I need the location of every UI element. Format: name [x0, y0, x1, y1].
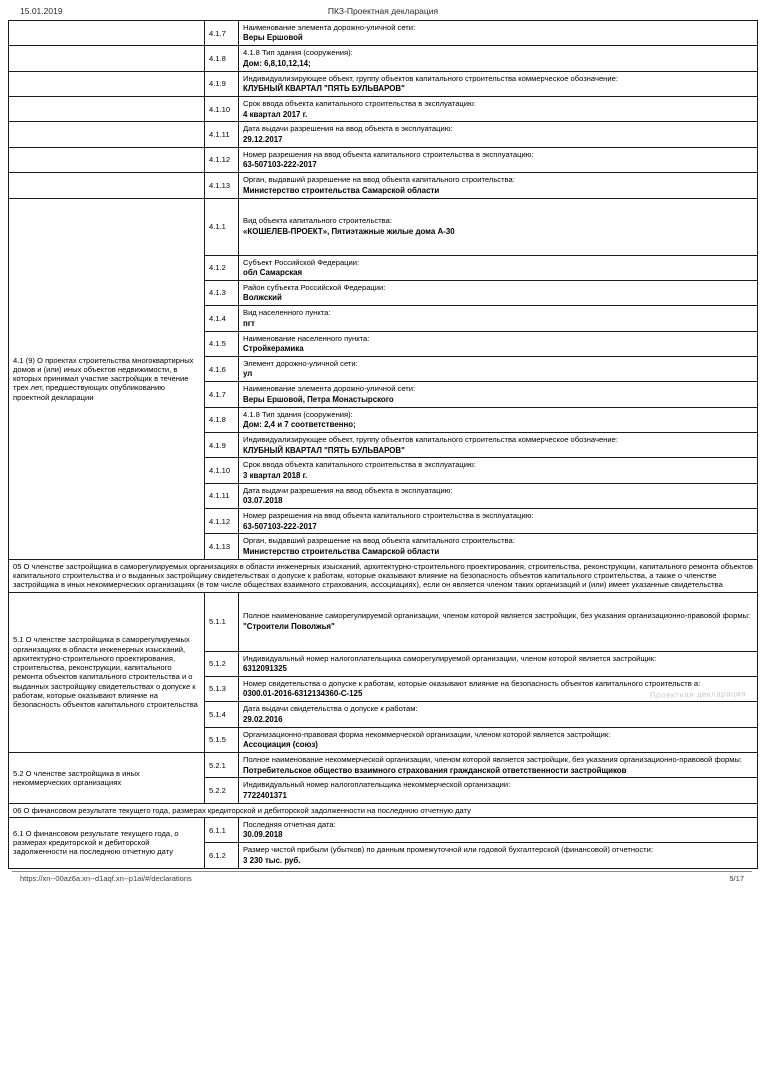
row-label: Наименование элемента дорожно-уличной сети: — [243, 384, 416, 394]
row-number: 4.1.9 — [205, 71, 239, 96]
row-value: 29.12.2017 — [243, 134, 283, 144]
row-number: 6.1.1 — [205, 817, 239, 842]
row-number: 4.1.13 — [205, 534, 239, 559]
row-label: Размер чистой прибыли (убытков) по данным промежуточной или годовой бухгалтерской (финансовой) отчетности: — [243, 845, 653, 855]
row-left-label — [9, 21, 205, 46]
row-number: 5.1.5 — [205, 727, 239, 752]
row-value: «КОШЕЛЕВ-ПРОЕКТ», Пятиэтажные жилые дома А-30 — [243, 226, 455, 236]
row-number: 4.1.8 — [205, 407, 239, 432]
row-number: 4.1.11 — [205, 122, 239, 147]
table-row — [9, 753, 758, 778]
row-content — [239, 407, 758, 432]
row-content — [239, 433, 758, 458]
row-label: Организационно-правовая форма некоммерческой организации, членом которой является застройщик: — [243, 729, 611, 739]
page-footer — [8, 874, 758, 890]
row-value: ул — [243, 369, 253, 379]
row-content — [239, 71, 758, 96]
row-value: 6312091325 — [243, 664, 287, 674]
row-number: 4.1.3 — [205, 280, 239, 305]
row-content — [239, 46, 758, 71]
row-content — [239, 21, 758, 46]
row-number: 4.1.8 — [205, 46, 239, 71]
row-value: Веры Ершовой, Петра Монастырского — [243, 394, 394, 404]
row-label: Дата выдачи свидетельства о допуске к работам: — [243, 704, 418, 714]
row-left-label — [9, 173, 205, 198]
row-value: Дом: 6,8,10,12,14; — [243, 58, 311, 68]
row-value: Министерство строительства Самарской области — [243, 185, 440, 195]
header-title: ПКЗ-Проектная декларация — [327, 6, 439, 16]
row-number: 5.1.3 — [205, 676, 239, 701]
row-label: Полное наименование саморегулируемой организации, членом которой является застройщик, без указания организационно-правовой формы: — [243, 611, 751, 621]
row-label: 4.1.8 Тип здания (сооружения): — [243, 409, 353, 419]
row-label: Индивидуализирующее объект, группу объектов капитального строительства коммерческое обозначение: — [243, 73, 618, 83]
row-content — [239, 280, 758, 305]
row-content — [239, 592, 758, 651]
row-number: 4.1.7 — [205, 382, 239, 407]
row-number: 4.1.12 — [205, 147, 239, 172]
row-label: Индивидуальный номер налогоплательщика некоммерческой организации: — [243, 780, 511, 790]
table-row — [9, 122, 758, 147]
row-content — [239, 255, 758, 280]
page-header — [8, 6, 758, 20]
row-label: Наименование элемента дорожно-уличной сети: — [243, 23, 416, 32]
row-number: 5.1.4 — [205, 702, 239, 727]
table-row — [9, 817, 758, 842]
row-label: Номер разрешения на ввод объекта капитального строительства в эксплуатацию: — [243, 149, 534, 159]
row-content — [239, 382, 758, 407]
row-content — [239, 676, 758, 701]
row-content — [239, 509, 758, 534]
row-content — [239, 843, 758, 868]
table-row — [9, 46, 758, 71]
footer-url: https://xn--00az6a.xn--d1aqf.xn--p1ai/#/declarations — [20, 873, 192, 883]
row-number: 4.1.4 — [205, 306, 239, 331]
row-number: 5.1.1 — [205, 592, 239, 651]
declaration-table — [8, 20, 758, 869]
row-label: Индивидуализирующее объект, группу объектов капитального строительства коммерческое обозначение: — [243, 435, 618, 445]
footer-divider — [12, 871, 752, 872]
row-number: 4.1.10 — [205, 97, 239, 122]
row-number: 5.2.1 — [205, 753, 239, 778]
row-label: Последняя отчетная дата: — [243, 819, 336, 829]
row-number: 4.1.9 — [205, 433, 239, 458]
row-content — [239, 778, 758, 803]
row-value: "Строители Поволжья" — [243, 621, 335, 631]
row-value: пгт — [243, 318, 255, 328]
row-label: Вид населенного пункта: — [243, 308, 331, 318]
row-label: Дата выдачи разрешения на ввод объекта в эксплуатацию: — [243, 485, 453, 495]
row-label: Субъект Российской Федерации: — [243, 257, 360, 267]
row-label: 4.1.8 Тип здания (сооружения): — [243, 48, 353, 58]
row-value: КЛУБНЫЙ КВАРТАЛ "ПЯТЬ БУЛЬВАРОВ" — [243, 445, 405, 455]
row-label: Орган, выдавший разрешение на ввод объекта капитального строительства: — [243, 536, 515, 546]
row-content — [239, 198, 758, 255]
row-content — [239, 727, 758, 752]
row-label: Полное наименование некоммерческой организации, членом которой является застройщик, без указания организационно-правовой формы: — [243, 755, 742, 765]
table-body-section04 — [9, 21, 758, 869]
footer-page-number: 5/17 — [729, 873, 744, 883]
row-number: 4.1.11 — [205, 483, 239, 508]
row-label: Номер свидетельства о допуске к работам, которые оказывают влияние на безопасность объектов капитального строительств а: — [243, 678, 701, 688]
table-row — [9, 592, 758, 651]
table-row — [9, 147, 758, 172]
row-number: 4.1.2 — [205, 255, 239, 280]
row-label: Район субъекта Российской Федерации: — [243, 282, 386, 292]
row-number: 6.1.2 — [205, 843, 239, 868]
table-row — [9, 173, 758, 198]
row-label: Наименование населенного пункта: — [243, 333, 370, 343]
row-number: 4.1.10 — [205, 458, 239, 483]
row-value: обл Самарская — [243, 268, 303, 277]
row-left-label — [9, 71, 205, 96]
row-left-label — [9, 147, 205, 172]
table-row — [9, 21, 758, 46]
table-row — [9, 71, 758, 96]
section-05-title: 05 О членстве застройщика в саморегулируемых организациях в области инженерных изысканий, архитектурно-строительного проектирования, строительства, реконструкции, капитального ремонта объектов капитального строительства и о выданных застройщику свидетельствах о допуске к работам, которые оказывают влияние на безопасность объектов капитального строительства, а также о членстве застройщика в иных некоммерческих организациях (в том числе обществах взаимного страхования, ассоциациях), если он является членом таких организаций и (или) имеет указанные свидетельства — [9, 559, 758, 592]
row-number: 4.1.13 — [205, 173, 239, 198]
row-content — [239, 147, 758, 172]
row-number: 5.1.2 — [205, 651, 239, 676]
row-value: 3 230 тыс. руб. — [243, 855, 301, 865]
row-label: Вид объекта капитального строительства: — [243, 216, 392, 226]
row-value: Волжский — [243, 293, 282, 303]
row-value: 30.09.2018 — [243, 830, 283, 840]
row-content — [239, 458, 758, 483]
section-06-title: 06 О финансовом результате текущего года, размерах кредиторской и дебиторской задолженности на последнюю отчетную дату — [9, 803, 758, 817]
row-number: 4.1.7 — [205, 21, 239, 46]
row-label: Срок ввода объекта капитального строительства в эксплуатацию: — [243, 460, 476, 470]
header-date: 15.01.2019 — [20, 6, 63, 16]
row-content — [239, 817, 758, 842]
row-number: 4.1.1 — [205, 198, 239, 255]
row-content — [239, 651, 758, 676]
row-value: 4 квартал 2017 г. — [243, 109, 308, 119]
table-row — [9, 97, 758, 122]
row-content — [239, 483, 758, 508]
table-row — [9, 198, 758, 255]
section-header-row-05 — [9, 559, 758, 592]
row-value: 63-507103-222-2017 — [243, 160, 317, 170]
row-left-label: 4.1 (9) О проектах строительства многоквартирных домов и (или) иных объектов недвижимости, в которых принимал участие застройщик в течение трех лет, предшествующих опубликованию проектной декларации — [9, 198, 205, 559]
row-content — [239, 306, 758, 331]
row-label: Дата выдачи разрешения на ввод объекта в эксплуатацию: — [243, 124, 453, 134]
row-left-label: 5.2 О членстве застройщика в иных некоммерческих организациях — [9, 753, 205, 804]
row-content — [239, 122, 758, 147]
row-left-label: 6.1 О финансовом результате текущего года, о размерах кредиторской и дебиторской задолженности на последнюю отчетную дату — [9, 817, 205, 868]
row-value: Ассоциация (союз) — [243, 740, 318, 750]
row-left-label — [9, 122, 205, 147]
row-content — [239, 97, 758, 122]
row-left-label: 5.1 О членстве застройщика в саморегулируемых организациях в области инженерных изысканий, архитектурно-строительного проектирования, строительства, реконструкции, капитального ремонта объектов капитального строительства и о выданных застройщику свидетельствах о допуске к работам, которые оказывают влияние на безопасность объектов капитального строительства — [9, 592, 205, 752]
row-value: Стройкерамика — [243, 344, 304, 354]
row-content — [239, 534, 758, 559]
row-content — [239, 356, 758, 381]
row-value: 7722401371 — [243, 790, 287, 800]
row-number: 4.1.5 — [205, 331, 239, 356]
row-value: Министерство строительства Самарской области — [243, 546, 440, 556]
row-label: Номер разрешения на ввод объекта капитального строительства в эксплуатацию: — [243, 511, 534, 521]
section-header-row-06 — [9, 803, 758, 817]
row-number: 4.1.6 — [205, 356, 239, 381]
row-left-label — [9, 46, 205, 71]
row-value: Потребительское общество взаимного страхования гражданской ответственности застройщиков — [243, 765, 627, 775]
row-number: 4.1.12 — [205, 509, 239, 534]
row-label: Орган, выдавший разрешение на ввод объекта капитального строительства: — [243, 175, 515, 185]
row-value: 0300.01-2016-6312134360-С-125 — [243, 689, 363, 699]
row-value: Веры Ершовой — [243, 33, 303, 43]
row-label: Срок ввода объекта капитального строительства в эксплуатацию: — [243, 99, 476, 109]
row-label: Элемент дорожно-уличной сети: — [243, 358, 358, 368]
row-value: 63-507103-222-2017 — [243, 521, 317, 531]
row-content — [239, 331, 758, 356]
row-value: 3 квартал 2018 г. — [243, 470, 308, 480]
row-value: 03.07.2018 — [243, 496, 283, 506]
watermark-text: Проектная декларация — [650, 689, 747, 700]
row-value: КЛУБНЫЙ КВАРТАЛ "ПЯТЬ БУЛЬВАРОВ" — [243, 84, 405, 94]
row-left-label — [9, 97, 205, 122]
row-number: 5.2.2 — [205, 778, 239, 803]
row-content — [239, 173, 758, 198]
row-content — [239, 702, 758, 727]
row-value: 29.02.2016 — [243, 714, 283, 724]
row-content — [239, 753, 758, 778]
row-value: Дом: 2,4 и 7 соответственно; — [243, 420, 356, 430]
row-label: Индивидуальный номер налогоплательщика саморегулируемой организации, членом которой является застройщик: — [243, 653, 657, 663]
